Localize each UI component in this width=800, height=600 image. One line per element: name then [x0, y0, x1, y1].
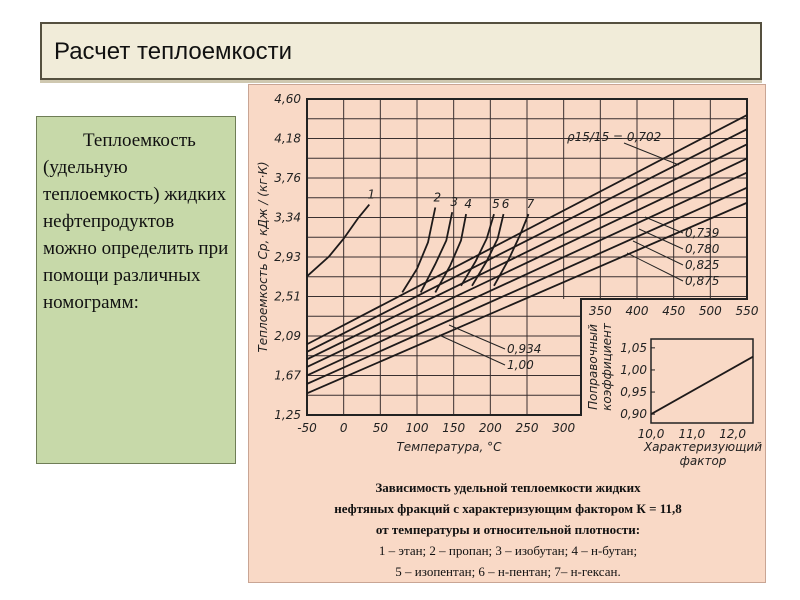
inset-y-tick: 1,05: [620, 340, 647, 355]
caption-line-5: 5 – изопентан; 6 – н-пентан; 7– н-гексан.: [395, 564, 621, 579]
hydrocarbon-label-6: 6: [501, 197, 510, 212]
x-tick-label-top: 400: [625, 304, 649, 318]
x-axis-title: Температура, °С: [396, 440, 502, 454]
density-label-top: ρ15/15 = 0,702: [567, 130, 662, 144]
slide-title: Расчет теплоемкости: [54, 38, 293, 65]
inset-x-tick: 10,0: [637, 427, 665, 441]
leader-right: [633, 241, 683, 265]
x-tick-label-top: 350: [588, 304, 612, 318]
x-tick-label: -50: [297, 421, 317, 435]
density-label-right: 0,780: [685, 242, 720, 256]
figure-caption: [249, 477, 767, 582]
x-tick-label-top: 550: [735, 304, 759, 318]
caption-line-2: нефтяных фракций с характеризующим фактором К = 11,8: [334, 501, 682, 516]
density-label-right: 0,825: [685, 258, 720, 272]
hydrocarbon-label-1: 1: [367, 187, 376, 202]
x-tick-label: 300: [552, 421, 576, 435]
inset-y-tick: 0,90: [620, 407, 647, 422]
inset-xlabel-2: фактор: [679, 454, 727, 468]
hydrocarbon-label-5: 5: [492, 197, 500, 212]
caption-line-3: от температуры и относительной плотности:: [375, 522, 641, 537]
x-tick-label: 200: [478, 421, 502, 435]
caption-line-1: Зависимость удельной теплоемкости жидких: [375, 480, 641, 495]
hydrocarbon-label-4: 4: [464, 197, 472, 212]
x-tick-label-top: 450: [662, 304, 686, 318]
density-label-right: 0,739: [685, 226, 720, 240]
nomogram-figure: [248, 84, 766, 583]
x-tick-label: 100: [405, 421, 429, 435]
hydrocarbon-label-3: 3: [450, 195, 459, 210]
x-tick-label: 150: [442, 421, 466, 435]
hydrocarbon-curve-1: [307, 205, 369, 277]
x-tick-label-top: 500: [698, 304, 722, 318]
x-tick-label: 0: [339, 421, 348, 435]
inset-x-tick: 12,0: [719, 427, 746, 441]
y-tick-label: 1,25: [274, 408, 301, 422]
y-tick-label: 3,34: [274, 210, 301, 225]
inset-y-tick: 0,95: [620, 385, 647, 400]
inset-xlabel-1: Характеризующий: [643, 440, 763, 454]
inset-line: [651, 357, 753, 414]
x-tick-label: 50: [372, 421, 388, 435]
inset-title-1: Поправочный: [586, 324, 600, 410]
caption-line-4: 1 – этан; 2 – пропан; 3 – изобутан; 4 – н-бутан;: [378, 543, 638, 558]
density-label-lower: 1,00: [507, 358, 534, 372]
y-tick-label: 4,60: [274, 92, 301, 106]
inset-y-tick: 1,00: [620, 362, 647, 377]
y-tick-label: 4,18: [274, 131, 301, 146]
inset-x-tick: 11,0: [678, 427, 706, 441]
y-tick-label: 3,76: [274, 171, 301, 185]
inset-title-2: коэффициент: [600, 323, 614, 411]
y-tick-label: 2,09: [274, 329, 301, 343]
y-tick-label: 2,51: [274, 289, 301, 304]
leader-lower: [449, 325, 505, 349]
description-text: Теплоемкость (удельную теплоемкость) жидких нефтепродуктов можно определить при помощи различных номограмм:: [43, 130, 229, 313]
x-tick-label: 250: [515, 421, 539, 435]
leader-lower: [439, 335, 505, 365]
description-box: [36, 116, 236, 464]
density-label-right: 0,875: [685, 274, 720, 288]
y-axis-title: Теплоемкость Cр, кДж / (кг·К): [256, 161, 270, 353]
hydrocarbon-label-7: 7: [526, 197, 535, 212]
inset-frame: [651, 339, 753, 423]
hydrocarbon-label-2: 2: [433, 190, 442, 205]
title-bar: [40, 22, 762, 80]
density-label-lower: 0,934: [507, 342, 542, 356]
y-tick-label: 2,93: [274, 250, 301, 264]
y-tick-label: 1,67: [274, 368, 301, 383]
nomogram-chart: [249, 85, 767, 477]
